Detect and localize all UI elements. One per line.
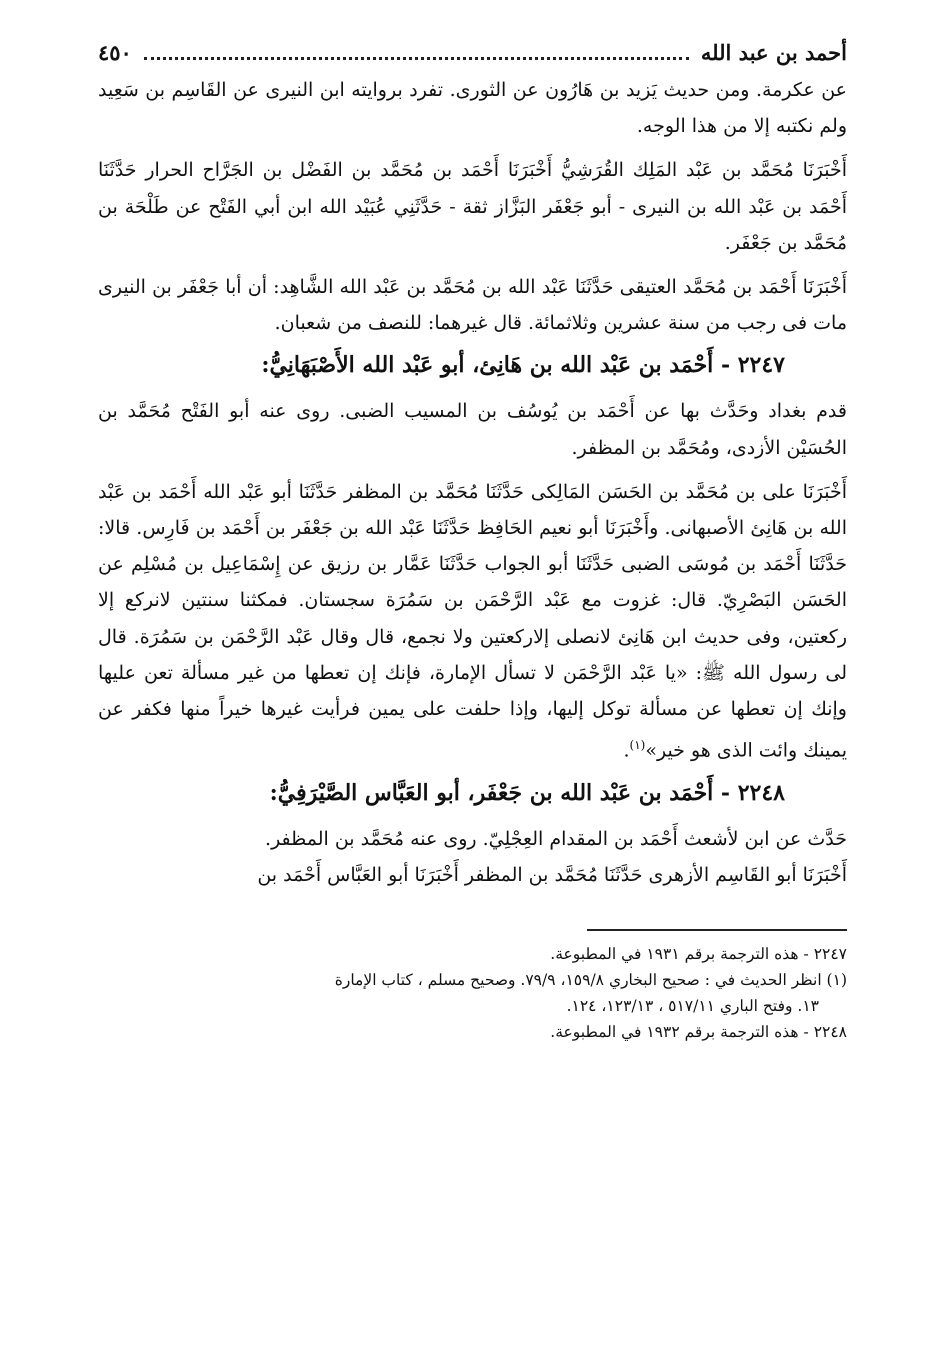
body-paragraph: قدم بغداد وحَدَّث بها عن أَحْمَد بن يُوسُف بن المسيب الضبى. روى عنه أبو الفَتْح مُحَمَّد بن الحُسَيْن الأزدى، ومُحَمَّد بن المظفر.	[98, 400, 847, 459]
body-paragraph-hadith: أَخْبَرَنَا على بن مُحَمَّد بن الحَسَن المَالِكى حَدَّثَنَا مُحَمَّد بن المظفر حَدَّثَنَا أبو عَبْد الله أَحْمَد بن عَبْد الله بن هَانِئ الأصبهانى. وأَخْبَرَنَا أبو نعيم الحَافِظ حَدَّثَنَا عَبْد الله بن جَعْفَر بن أَحْمَد بن فَارِس. قالا: حَدَّثَنَا أَحْمَد بن مُوسَى الضبى حَدَّثَنَا أبو الجواب حَدَّثَنَا عَمَّار بن رزيق عن إِسْمَاعِيل بن مُسْلِم عن الحَسَن البَصْرِيّ. قال: غزوت مع عَبْد الرَّحْمَن بن سَمُرَة سجستان. فمكثنا سنتين لانركع إلا ركعتين، وفى حديث ابن هَانِئ لانصلى إلاركعتين ولا نجمع، قال وقال عَبْد الرَّحْمَن بن سَمُرَة. قال لى رسول الله ﷺ: «يا عَبْد الرَّحْمَن لا تسأل الإمارة، فإنك إن تعطها من غير مسألة تعن عليها وإنك إن تعطها عن مسألة توكل إليها، وإذا حلفت على يمين فرأيت غيرها خيراً منها فكفر عن يمينك وائت الذى هو خير»$^{(١)}$.	[98, 480, 847, 762]
running-head-title: أحمد بن عبد الله	[700, 40, 847, 65]
entry-heading-2247: ٢٢٤٧ - أَحْمَد بن عَبْد الله بن هَانِئ، أبو عَبْد الله الأَصْبَهَانِيُّ:	[261, 352, 785, 379]
footnote-continuation: ١٣. وفتح الباري ٥١٧/١١ ، ١٢٣/١٣، ١٢٤.	[566, 997, 819, 1016]
entry-heading-2248: ٢٢٤٨ - أَحْمَد بن عَبْد الله بن جَعْفَر، أبو العَبَّاس الصَّيْرَفِيُّ:	[269, 779, 785, 806]
footnote: ٢٢٤٨ - هذه الترجمة برقم ١٩٣٢ في المطبوعة.	[550, 1023, 847, 1042]
book-page	[98, 38, 847, 1340]
body-paragraph: عن عكرمة. ومن حديث يَزيد بن هَارُون عن الثورى. تفرد بروايته ابن النيرى عن القَاسِم بن سَعِيد ولم نكتبه إلا من هذا الوجه.	[98, 79, 847, 138]
body-paragraph: أَخْبَرَنَا مُحَمَّد بن عَبْد المَلِك القُرَشِيُّ أَخْبَرَنَا أَحْمَد بن مُحَمَّد بن الفَضْل بن الجَرَّاح الحرار حَدَّثَنَا أَحْمَد بن عَبْد الله بن النيرى - أبو جَعْفَر البَزَّاز ثقة - حَدَّثَنِي عُبَيْد الله ابن أبي الفَتْح عن طَلْحَة بن مُحَمَّد بن جَعْفَر.	[98, 159, 847, 254]
footnote: ٢٢٤٧ - هذه الترجمة برقم ١٩٣١ في المطبوعة.	[550, 945, 847, 964]
hadith-text: أَخْبَرَنَا على بن مُحَمَّد بن الحَسَن المَالِكى حَدَّثَنَا مُحَمَّد بن المظفر حَدَّثَنَا أبو عَبْد الله أَحْمَد بن عَبْد الله بن هَانِئ الأصبهانى. وأَخْبَرَنَا أبو نعيم الحَافِظ حَدَّثَنَا عَبْد الله بن جَعْفَر بن أَحْمَد بن فَارِس. قالا: حَدَّثَنَا أَحْمَد بن مُوسَى الضبى حَدَّثَنَا أبو الجواب حَدَّثَنَا عَمَّار بن رزيق عن إِسْمَاعِيل بن مُسْلِم عن الحَسَن البَصْرِيّ. قال: غزوت مع عَبْد الرَّحْمَن بن سَمُرَة سجستان. فمكثنا سنتين لانركع إلا ركعتين، وفى حديث ابن هَانِئ لانصلى إلاركعتين ولا نجمع، قال وقال عَبْد الرَّحْمَن بن سَمُرَة. قال لى رسول الله ﷺ: «يا عَبْد الرَّحْمَن لا تسأل الإمارة، فإنك إن تعطها من غير مسألة تعن عليها وإنك إن تعطها عن مسألة توكل إليها، وإذا حلفت على يمين فرأيت غيرها خيراً منها فكفر عن يمينك وائت الذى هو خير»	[98, 480, 847, 762]
body-paragraph: أَخْبَرَنَا أَحْمَد بن مُحَمَّد العتيقى حَدَّثَنَا عَبْد الله بن مُحَمَّد بن عَبْد الله الشَّاهِد: أن أبا جَعْفَر بن النيرى مات فى رجب من سنة عشرين وثلاثمائة. قال غيرهما: للنصف من شعبان.	[98, 276, 847, 335]
footnote: (١) انظر الحديث في : صحيح البخاري ١٥٩/٨، ٧٩/٩. وصحيح مسلم ، كتاب الإمارة	[334, 971, 847, 990]
footnote-reference[interactable]: (١)	[629, 738, 646, 753]
body-paragraph: أَخْبَرَنَا أبو القَاسِم الأزهرى حَدَّثَنَا مُحَمَّد بن المظفر أَخْبَرَنَا أبو العَبَّاس أَحْمَد بن	[257, 863, 847, 886]
page-number: ٤٥٠	[98, 40, 132, 65]
body-paragraph: حَدَّث عن ابن لأشعث أَحْمَد بن المقدام العِجْلِيّ. روى عنه مُحَمَّد بن المظفر.	[265, 827, 847, 850]
running-head	[98, 38, 847, 72]
running-head-leader-dots	[144, 57, 689, 60]
footnote-divider	[587, 929, 847, 931]
